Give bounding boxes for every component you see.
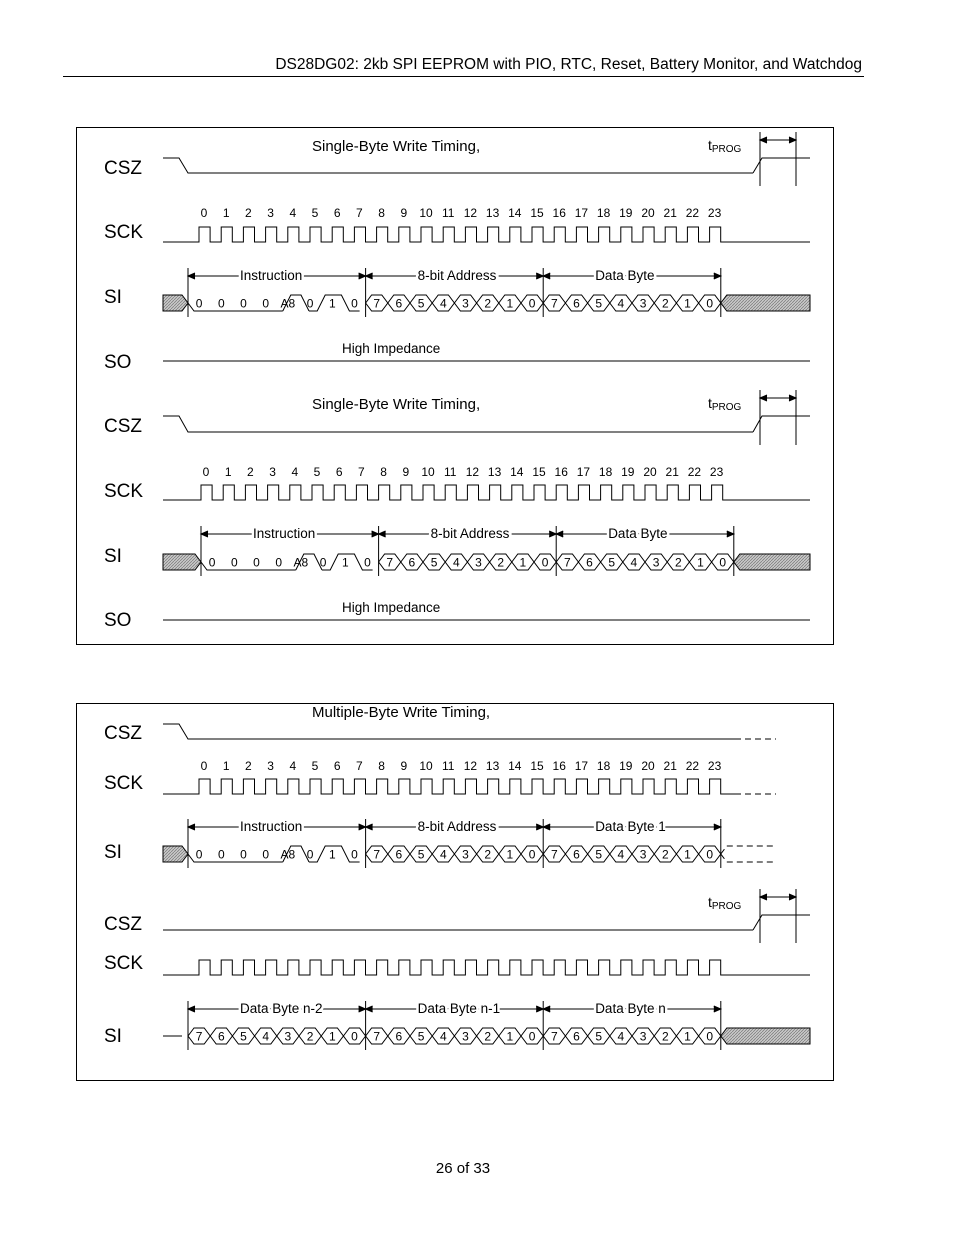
clock-number: 13	[487, 465, 502, 479]
si-bit-label: 0	[208, 555, 216, 570]
field-arrow-left	[188, 273, 195, 279]
si-bit-label: 4	[452, 555, 460, 570]
si-bit-label: 3	[652, 555, 660, 570]
clock-number: 23	[707, 759, 722, 773]
field-arrow-right	[714, 1006, 721, 1012]
si-bit-label: 7	[563, 555, 571, 570]
clock-number: 14	[508, 206, 522, 220]
clock-number: 14	[508, 759, 522, 773]
signal-label-si: SI	[104, 546, 122, 567]
si-bit-label: 0	[217, 296, 225, 311]
clock-number: 6	[333, 206, 341, 220]
tprog-arrow-right	[789, 395, 796, 401]
si-bit-label: 0	[706, 296, 714, 311]
field-label: Data Byte n	[595, 1001, 666, 1016]
si-bit-label: 1	[506, 296, 514, 311]
si-bit-label: 2	[484, 296, 492, 311]
timing-title: Multiple-Byte Write Timing,	[312, 704, 491, 721]
clock-number: 17	[576, 465, 591, 479]
clock-number: 15	[530, 206, 544, 220]
si-bit-label: 7	[373, 296, 381, 311]
si-bit-label: 1	[328, 296, 336, 311]
si-dont-care-lead	[163, 554, 201, 570]
clock-number: 18	[598, 465, 613, 479]
signal-label-sck: SCK	[104, 481, 144, 502]
si-bit-label: 2	[306, 1029, 314, 1044]
high-impedance-label: High Impedance	[342, 600, 441, 615]
si-bit-label: 1	[328, 847, 336, 862]
field-arrow-left	[543, 273, 550, 279]
si-bit-label: 0	[351, 847, 358, 862]
si-bit-label: 2	[661, 1029, 669, 1044]
si-bit-label: 0	[306, 847, 314, 862]
si-bit-label: 0	[240, 847, 247, 862]
clock-number: 23	[707, 206, 722, 220]
field-arrow-left	[201, 531, 208, 537]
si-bit-label: 5	[417, 847, 425, 862]
tprog-t: t	[708, 137, 712, 153]
tprog-label	[708, 395, 742, 413]
clock-number: 12	[465, 465, 480, 479]
si-bit-label: 2	[497, 555, 505, 570]
tprog-arrow-left	[760, 894, 767, 900]
clock-number: 10	[419, 206, 433, 220]
field-label: 8-bit Address	[430, 526, 510, 541]
signal-label-si: SI	[104, 1026, 122, 1047]
field-label: Data Byte 1	[595, 819, 666, 834]
field-label: 8-bit Address	[417, 268, 497, 283]
csz-rising-edge	[753, 915, 810, 930]
si-continuation-bottom	[721, 854, 776, 862]
tprog-arrow-right	[789, 894, 796, 900]
si-bit-label: 2	[484, 1029, 492, 1044]
clock-number: 3	[269, 465, 276, 479]
si-bit-label: 5	[417, 1029, 425, 1044]
clock-number: 6	[335, 465, 343, 479]
si-bit-label: 3	[284, 1029, 292, 1044]
si-bit-label: 1	[506, 1029, 514, 1044]
si-bit-label: 0	[719, 555, 727, 570]
clock-number: 19	[619, 206, 633, 220]
signal-label-sck: SCK	[104, 773, 144, 794]
tprog-t: t	[708, 395, 712, 411]
clock-number: 1	[224, 465, 232, 479]
sck-waveform	[163, 227, 810, 242]
si-bit-label: 0	[319, 555, 327, 570]
sck-waveform	[163, 485, 810, 500]
field-arrow-left	[543, 824, 550, 830]
timing-title: Single-Byte Write Timing,	[312, 138, 481, 155]
signal-label-si: SI	[104, 287, 122, 308]
si-bit-label: 3	[639, 1029, 647, 1044]
si-bit-label: 6	[395, 296, 403, 311]
si-continuation-top	[721, 846, 776, 854]
clock-number: 23	[709, 465, 724, 479]
si-bit-label: 4	[439, 296, 447, 311]
clock-number: 16	[552, 759, 566, 773]
si-bit-label: 0	[262, 847, 270, 862]
clock-number: 5	[313, 465, 321, 479]
clock-number: 11	[441, 206, 455, 220]
si-bit-label: 3	[639, 847, 647, 862]
clock-number: 2	[245, 759, 252, 773]
csz-waveform	[163, 416, 753, 432]
clock-number: 19	[619, 759, 633, 773]
clock-number: 20	[641, 759, 655, 773]
si-bit-label: A8	[280, 296, 296, 311]
sck-waveform	[163, 779, 735, 794]
si-bit-label: 1	[684, 1029, 691, 1044]
field-label: Instruction	[253, 526, 316, 541]
si-bit-label: 5	[240, 1029, 247, 1044]
clock-number: 7	[356, 759, 363, 773]
clock-number: 13	[485, 759, 500, 773]
clock-number: 13	[485, 206, 500, 220]
signal-label-csz: CSZ	[104, 723, 142, 744]
field-arrow-left	[366, 824, 373, 830]
clock-number: 3	[267, 206, 274, 220]
si-bit-label: 2	[661, 296, 669, 311]
signal-label-csz: CSZ	[104, 914, 142, 935]
si-bit-label: 7	[550, 1029, 558, 1044]
clock-number: 2	[247, 465, 254, 479]
si-bit-label: 7	[373, 1029, 381, 1044]
clock-number: 20	[641, 206, 655, 220]
si-bit-label: 0	[217, 847, 225, 862]
si-bit-label: 5	[430, 555, 438, 570]
clock-number: 0	[200, 206, 208, 220]
si-bit-label: 0	[230, 555, 238, 570]
field-arrow-left	[379, 531, 386, 537]
clock-number: 17	[574, 759, 589, 773]
field-arrow-right	[714, 824, 721, 830]
si-bit-label: 0	[706, 847, 714, 862]
si-bit-label: 3	[475, 555, 482, 570]
si-bit-label: 7	[550, 847, 558, 862]
clock-number: 21	[663, 206, 677, 220]
field-arrow-left	[188, 1006, 195, 1012]
si-bit-label: 1	[328, 1029, 336, 1044]
clock-number: 22	[687, 465, 702, 479]
clock-number: 4	[289, 206, 297, 220]
si-bit-label: 4	[617, 1029, 625, 1044]
clock-number: 4	[291, 465, 299, 479]
si-bit-label: 1	[341, 555, 349, 570]
clock-number: 21	[665, 465, 679, 479]
si-bit-label: 0	[306, 296, 314, 311]
clock-number: 0	[200, 759, 208, 773]
clock-number: 15	[530, 759, 544, 773]
clock-number: 2	[245, 206, 252, 220]
si-bit-label: 0	[195, 296, 203, 311]
sck-waveform	[163, 960, 810, 975]
si-bit-label: 6	[573, 847, 580, 862]
field-arrow-left	[366, 273, 373, 279]
si-bit-label: 5	[595, 847, 603, 862]
signal-label-sck: SCK	[104, 953, 144, 974]
clock-number: 10	[421, 465, 435, 479]
si-bit-label: 0	[528, 1029, 536, 1044]
si-bit-label: 0	[240, 296, 247, 311]
si-dont-care-tail	[734, 554, 810, 570]
signal-label-csz: CSZ	[104, 158, 142, 179]
signal-label-sck: SCK	[104, 222, 144, 243]
si-bit-label: 2	[661, 847, 669, 862]
clock-number: 18	[596, 759, 611, 773]
si-bit-label: 4	[439, 1029, 447, 1044]
si-bit-label: 3	[462, 847, 469, 862]
si-bit-label: 6	[586, 555, 593, 570]
si-dont-care-tail	[721, 1028, 810, 1044]
si-bit-label: 2	[674, 555, 682, 570]
field-arrow-left	[543, 1006, 550, 1012]
field-arrow-right	[714, 273, 721, 279]
clock-number: 15	[532, 465, 546, 479]
clock-number: 10	[419, 759, 433, 773]
csz-waveform	[163, 158, 753, 173]
si-bit-label: 0	[351, 296, 358, 311]
field-label: Data Byte	[595, 268, 655, 283]
clock-number: 16	[554, 465, 568, 479]
si-bit-label: 6	[573, 296, 580, 311]
si-bit-label: 1	[684, 296, 691, 311]
si-bit-label: 5	[608, 555, 616, 570]
field-label: 8-bit Address	[417, 819, 497, 834]
si-bit-label: 3	[462, 296, 469, 311]
si-bit-label: 0	[541, 555, 549, 570]
field-label: Data Byte n-2	[240, 1001, 323, 1016]
clock-number: 20	[643, 465, 657, 479]
clock-number: 3	[267, 759, 274, 773]
clock-number: 17	[574, 206, 589, 220]
si-bit-label: 4	[617, 847, 625, 862]
si-bit-label: 1	[506, 847, 514, 862]
si-bit-label: 0	[351, 1029, 358, 1044]
si-bit-label: 4	[439, 847, 447, 862]
si-bit-label: 0	[275, 555, 283, 570]
clock-number: 4	[289, 759, 297, 773]
tprog-label	[708, 137, 742, 155]
tprog-label	[708, 894, 742, 912]
si-bit-label: 6	[395, 1029, 403, 1044]
si-bit-label: 0	[706, 1029, 714, 1044]
field-label: Data Byte	[608, 526, 668, 541]
si-bit-label: 0	[262, 296, 270, 311]
field-arrow-left	[188, 824, 195, 830]
si-bit-label: 7	[386, 555, 394, 570]
si-bit-label: 6	[217, 1029, 225, 1044]
si-bit-label: 0	[364, 555, 371, 570]
si-dont-care-tail	[721, 295, 810, 311]
timing-title: Single-Byte Write Timing,	[312, 396, 481, 413]
clock-number: 8	[380, 465, 387, 479]
csz-waveform	[163, 724, 735, 739]
csz-rising-edge	[753, 158, 810, 173]
clock-number: 12	[463, 759, 478, 773]
si-bit-label: 5	[595, 296, 603, 311]
clock-number: 22	[685, 759, 700, 773]
tprog-subscript: PROG	[711, 144, 742, 155]
si-bit-label: 4	[617, 296, 625, 311]
tprog-t: t	[708, 894, 712, 910]
si-bit-label: 7	[373, 847, 381, 862]
si-bit-label: 6	[408, 555, 416, 570]
clock-number: 12	[463, 206, 478, 220]
clock-number: 9	[402, 465, 410, 479]
clock-number: 8	[378, 759, 385, 773]
si-bit-label: 0	[253, 555, 260, 570]
si-bit-label: A8	[293, 555, 309, 570]
si-bit-label: 4	[262, 1029, 270, 1044]
tprog-arrow-right	[789, 137, 796, 143]
si-bit-label: 1	[697, 555, 704, 570]
clock-number: 14	[510, 465, 524, 479]
si-dont-care-lead	[163, 846, 188, 862]
field-arrow-left	[556, 531, 563, 537]
field-label: Instruction	[240, 819, 303, 834]
clock-number: 9	[400, 759, 408, 773]
si-bit-label: 5	[417, 296, 425, 311]
clock-number: 6	[333, 759, 341, 773]
tprog-arrow-left	[760, 395, 767, 401]
si-bit-label: 0	[528, 847, 536, 862]
si-bit-label: 6	[395, 847, 403, 862]
high-impedance-label: High Impedance	[342, 341, 441, 356]
clock-number: 1	[222, 206, 230, 220]
si-dont-care-lead	[163, 295, 188, 311]
si-bit-label: 0	[528, 296, 536, 311]
clock-number: 0	[202, 465, 210, 479]
signal-label-so: SO	[104, 352, 132, 373]
signal-label-si: SI	[104, 842, 122, 863]
clock-number: 22	[685, 206, 700, 220]
page-number: 26 of 33	[435, 1160, 491, 1177]
tprog-arrow-left	[760, 137, 767, 143]
clock-number: 11	[441, 759, 455, 773]
clock-number: 21	[663, 759, 677, 773]
signal-label-so: SO	[104, 610, 132, 631]
si-bit-label: 5	[595, 1029, 603, 1044]
field-arrow-right	[727, 531, 734, 537]
tprog-subscript: PROG	[711, 901, 742, 912]
clock-number: 9	[400, 206, 408, 220]
tprog-subscript: PROG	[711, 402, 742, 413]
clock-number: 5	[311, 759, 319, 773]
clock-number: 19	[621, 465, 635, 479]
clock-number: 11	[443, 465, 457, 479]
signal-label-csz: CSZ	[104, 416, 142, 437]
field-arrow-left	[366, 1006, 373, 1012]
clock-number: 16	[552, 206, 566, 220]
si-bit-label: 1	[684, 847, 691, 862]
csz-rising-edge	[753, 416, 810, 432]
clock-number: 8	[378, 206, 385, 220]
si-bit-label: 1	[519, 555, 527, 570]
si-bit-label: 3	[639, 296, 647, 311]
field-label: Data Byte n-1	[417, 1001, 501, 1016]
clock-number: 5	[311, 206, 319, 220]
si-bit-label: 7	[195, 1029, 203, 1044]
si-bit-label: 2	[484, 847, 492, 862]
si-bit-label: 4	[630, 555, 638, 570]
clock-number: 7	[358, 465, 365, 479]
si-bit-label: 6	[573, 1029, 580, 1044]
si-bit-label: 7	[550, 296, 558, 311]
page-header-title: DS28DG02: 2kb SPI EEPROM with PIO, RTC, Reset, Battery Monitor, and Watchdog	[275, 56, 862, 73]
clock-number: 7	[356, 206, 363, 220]
si-bit-label: 0	[195, 847, 203, 862]
clock-number: 1	[222, 759, 230, 773]
si-bit-label: 3	[462, 1029, 469, 1044]
clock-number: 18	[596, 206, 611, 220]
si-bit-label: A8	[280, 847, 296, 862]
field-label: Instruction	[240, 268, 303, 283]
